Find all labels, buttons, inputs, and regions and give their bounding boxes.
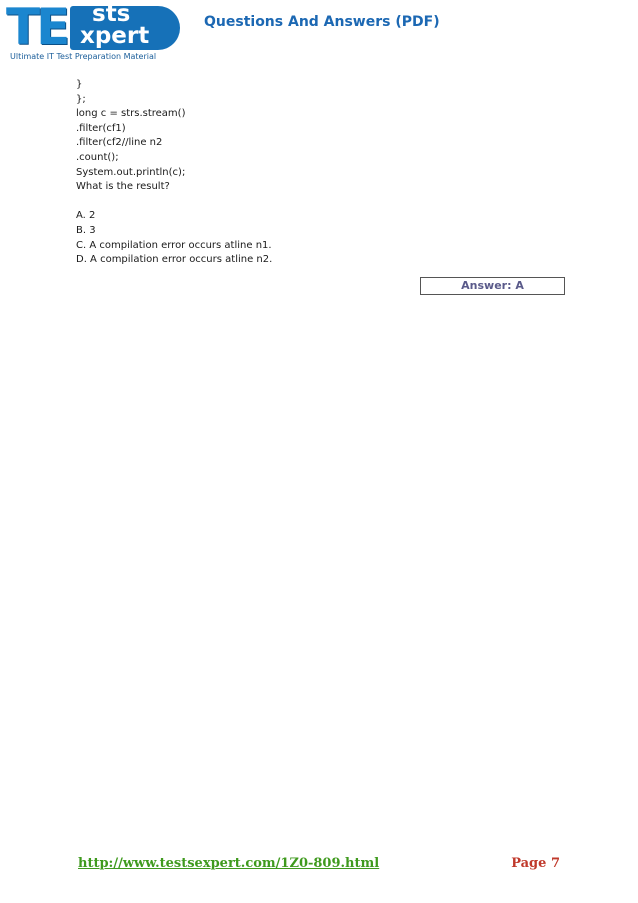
- question-prompt: What is the result?: [76, 181, 170, 193]
- code-line: .filter(cf1): [76, 122, 126, 134]
- footer-url-link[interactable]: http://www.testsexpert.com/1Z0-809.html: [78, 856, 380, 871]
- question-content: [76, 78, 576, 268]
- option-a: A. 2: [76, 210, 96, 222]
- option-b: B. 3: [76, 224, 96, 236]
- option-d: D. A compilation error occurs atline n2.: [76, 254, 273, 266]
- logo-tagline: Ultimate IT Test Preparation Material: [10, 52, 157, 61]
- code-line: .count();: [76, 151, 119, 163]
- page-number: Page 7: [511, 856, 560, 871]
- logo-xpert-text: xpert: [80, 23, 150, 49]
- logo-te-letters: TE: [6, 0, 67, 56]
- testsexpert-logo[interactable]: [6, 2, 182, 62]
- code-line: long c = strs.stream(): [76, 108, 186, 120]
- option-c: C. A compilation error occurs atline n1.: [76, 239, 272, 251]
- logo-sts-text: sts: [92, 1, 131, 27]
- code-line: }: [76, 79, 83, 90]
- code-line: .filter(cf2//line n2: [76, 137, 163, 149]
- code-line: };: [76, 93, 86, 105]
- answer-box: Answer: A: [420, 277, 565, 295]
- header-title: Questions And Answers (PDF): [204, 14, 440, 30]
- code-line: System.out.println(c);: [76, 166, 186, 178]
- spacer: [76, 195, 576, 210]
